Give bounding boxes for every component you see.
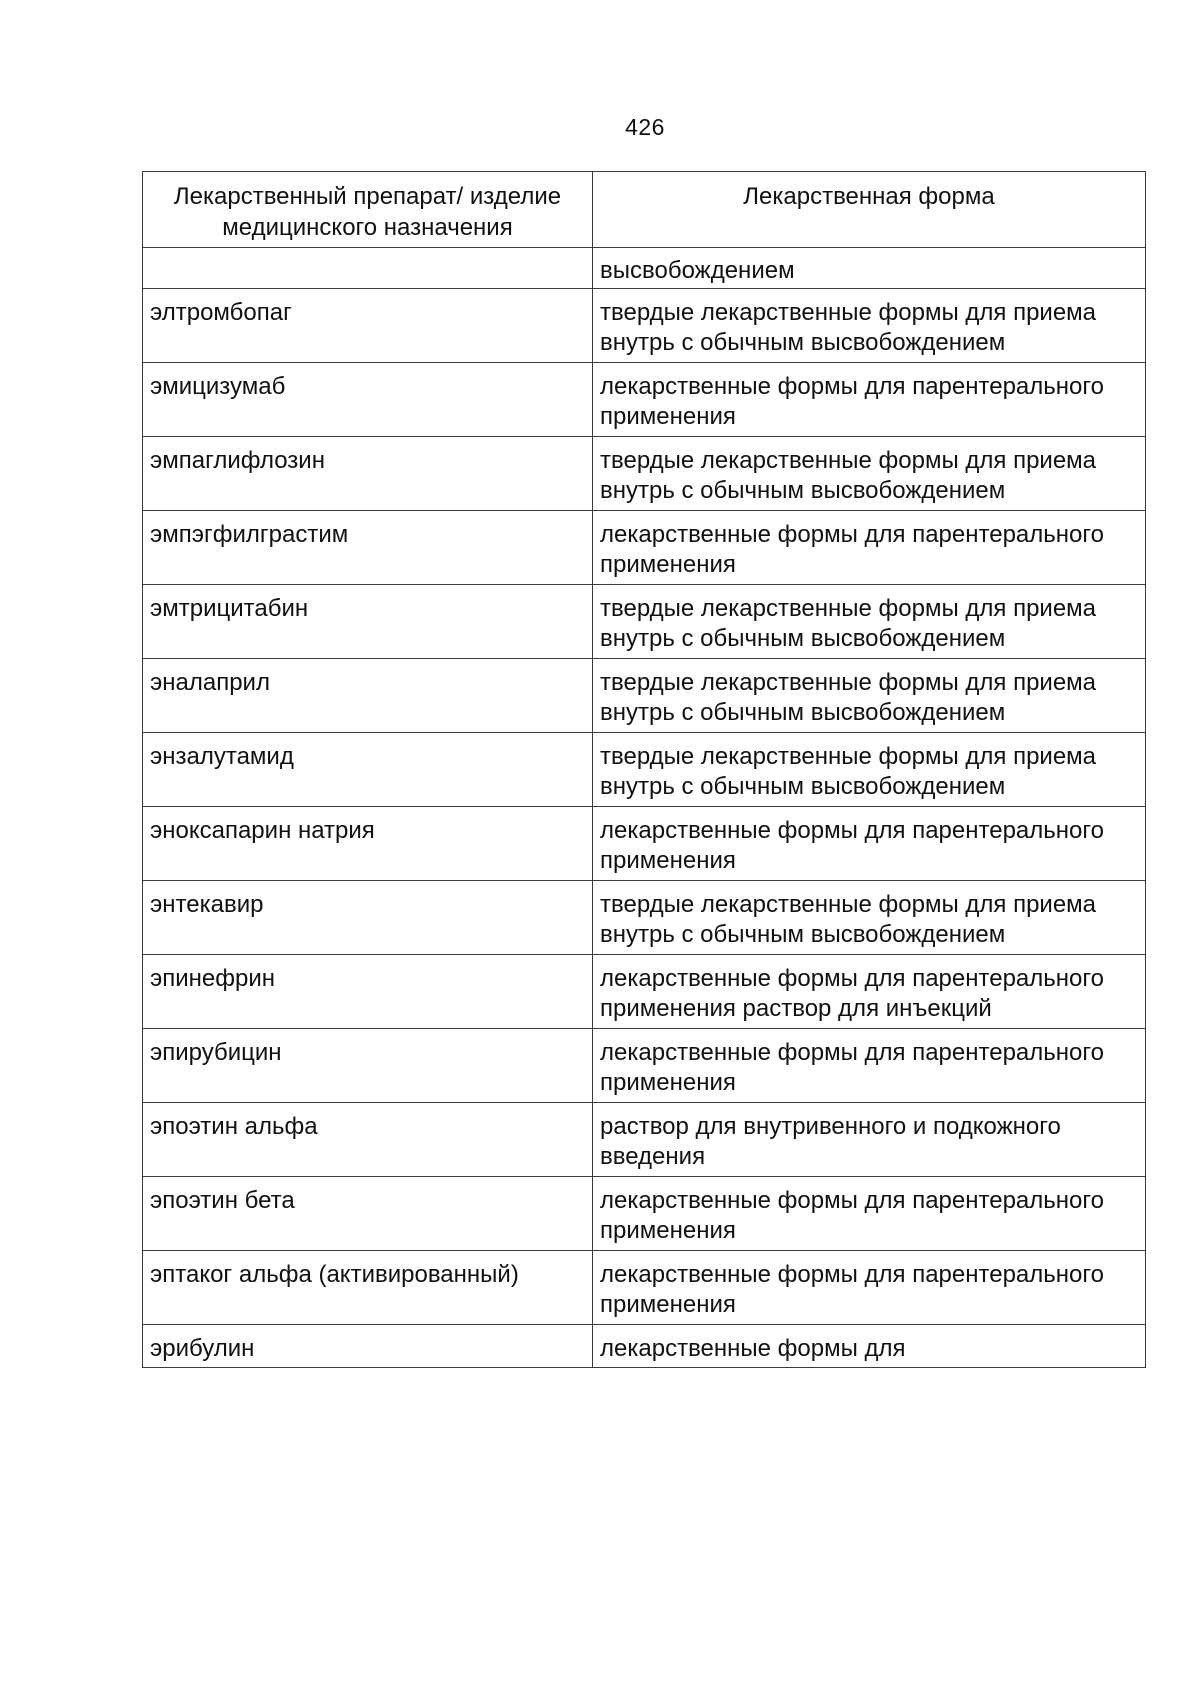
drug-name-cell: эмтрицитабин — [143, 584, 593, 658]
table-row — [143, 248, 1146, 289]
dosage-form-cell: твердые лекарственные формы для приема внутрь с обычным высвобождением — [593, 584, 1146, 658]
table-row — [143, 288, 1146, 362]
table-row — [143, 1176, 1146, 1250]
dosage-form-cell: высвобождением — [593, 248, 1146, 289]
table-row — [143, 658, 1146, 732]
drug-name-cell: эпирубицин — [143, 1028, 593, 1102]
dosage-form-cell: твердые лекарственные формы для приема внутрь с обычным высвобождением — [593, 880, 1146, 954]
dosage-form-cell: лекарственные формы для — [593, 1324, 1146, 1368]
drug-form-table — [142, 171, 1146, 1368]
dosage-form-cell: твердые лекарственные формы для приема внутрь с обычным высвобождением — [593, 288, 1146, 362]
table-row — [143, 1324, 1146, 1368]
dosage-form-cell: лекарственные формы для парентерального применения — [593, 1176, 1146, 1250]
table-row — [143, 1028, 1146, 1102]
drug-name-cell: энзалутамид — [143, 732, 593, 806]
drug-name-cell: эпоэтин бета — [143, 1176, 593, 1250]
dosage-form-cell: лекарственные формы для парентерального применения — [593, 1028, 1146, 1102]
table-row — [143, 510, 1146, 584]
header-drug-name: Лекарственный препарат/ изделие медицинского назначения — [143, 172, 593, 248]
drug-name-cell: эпоэтин альфа — [143, 1102, 593, 1176]
table-header-row — [143, 172, 1146, 248]
dosage-form-cell: раствор для внутривенного и подкожного введения — [593, 1102, 1146, 1176]
drug-name-cell: эмпаглифлозин — [143, 436, 593, 510]
drug-name-cell: эпинефрин — [143, 954, 593, 1028]
drug-name-cell: эмпэгфилграстим — [143, 510, 593, 584]
table-row — [143, 954, 1146, 1028]
dosage-form-cell: твердые лекарственные формы для приема внутрь с обычным высвобождением — [593, 658, 1146, 732]
table-row — [143, 880, 1146, 954]
drug-name-cell: эптаког альфа (активированный) — [143, 1250, 593, 1324]
dosage-form-cell: лекарственные формы для парентерального применения — [593, 1250, 1146, 1324]
drug-name-cell: элтромбопаг — [143, 288, 593, 362]
table-row — [143, 1250, 1146, 1324]
table-row — [143, 732, 1146, 806]
dosage-form-cell: твердые лекарственные формы для приема внутрь с обычным высвобождением — [593, 436, 1146, 510]
table-row — [143, 362, 1146, 436]
dosage-form-cell: лекарственные формы для парентерального применения — [593, 362, 1146, 436]
drug-name-cell: эноксапарин натрия — [143, 806, 593, 880]
drug-name-cell: эмицизумаб — [143, 362, 593, 436]
drug-name-cell: энтекавир — [143, 880, 593, 954]
page-number: 426 — [625, 114, 665, 140]
dosage-form-cell: лекарственные формы для парентерального применения — [593, 510, 1146, 584]
table-row — [143, 1102, 1146, 1176]
dosage-form-cell: лекарственные формы для парентерального применения — [593, 806, 1146, 880]
table-row — [143, 806, 1146, 880]
table-row — [143, 584, 1146, 658]
dosage-form-cell: лекарственные формы для парентерального применения раствор для инъекций — [593, 954, 1146, 1028]
drug-name-cell: эрибулин — [143, 1324, 593, 1368]
dosage-form-cell: твердые лекарственные формы для приема внутрь с обычным высвобождением — [593, 732, 1146, 806]
table-row — [143, 436, 1146, 510]
header-dosage-form: Лекарственная форма — [593, 172, 1146, 248]
drug-name-cell — [143, 248, 593, 289]
drug-name-cell: эналаприл — [143, 658, 593, 732]
